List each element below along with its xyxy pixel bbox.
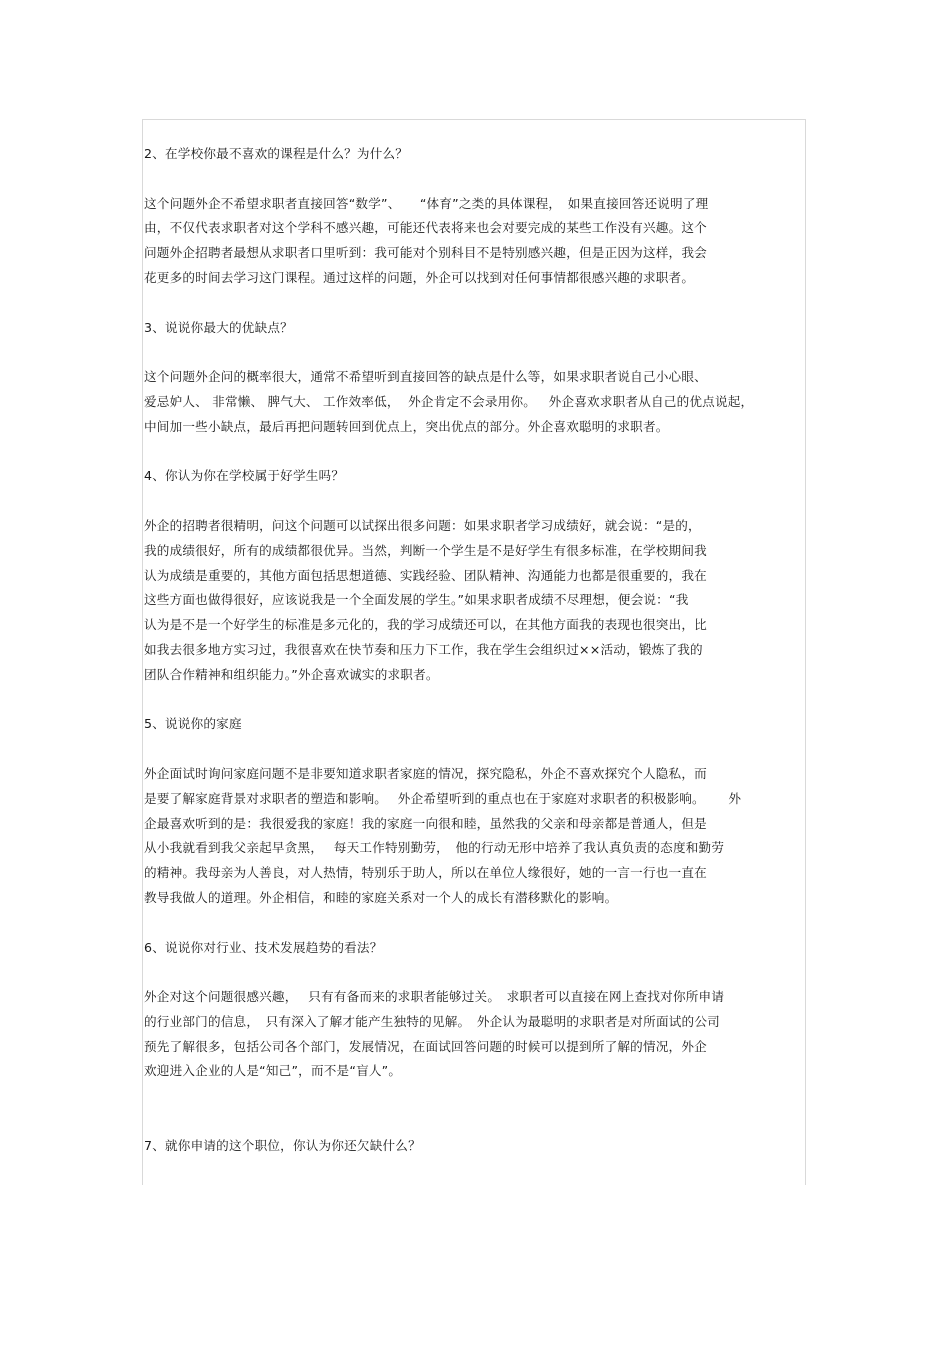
paragraph-line: 问题外企招聘者最想从求职者口里听到：我可能对个别科目不是特别感兴趣，但是正因为这样，我会 xyxy=(144,245,707,261)
question-heading: 7、就你申请的这个职位，你认为你还欠缺什么？ xyxy=(144,1137,421,1153)
paragraph-line: 中间加一些小缺点，最后再把问题转回到优点上，突出优点的部分。外企喜欢聪明的求职者。 xyxy=(144,418,669,434)
paragraph-line: 如我去很多地方实习过，我很喜欢在快节奏和压力下工作，我在学生会组织过××活动，锻炼了我的 xyxy=(144,641,703,657)
paragraph-line: 预先了解很多，包括公司各个部门，发展情况，在面试回答问题的时候可以提到所了解的情况，外企 xyxy=(144,1038,707,1054)
paragraph-line: 由，不仅代表求职者对这个学科不感兴趣，可能还代表将来也会对要完成的某些工作没有兴趣。这个 xyxy=(144,220,707,236)
paragraph-line: 这个问题外企问的概率很大，通常不希望听到直接回答的缺点是什么等，如果求职者说自己小心眼、 xyxy=(144,369,707,385)
paragraph-line: 教导我做人的道理。外企相信，和睦的家庭关系对一个人的成长有潜移默化的影响。 xyxy=(144,889,618,905)
question-heading: 2、在学校你最不喜欢的课程是什么？为什么？ xyxy=(144,146,409,161)
document-body xyxy=(144,142,806,1159)
paragraph-line: 是要了解家庭背景对求职者的塑造和影响。 外企希望听到的重点也在于家庭对求职者的积极影响。 外 xyxy=(144,790,742,806)
question-heading: 5、说说你的家庭 xyxy=(144,716,242,732)
question-heading: 4、你认为你在学校属于好学生吗？ xyxy=(144,468,345,484)
paragraph-line: 这个问题外企不希望求职者直接回答“数学”、 “体育”之类的具体课程， 如果直接回答还说明了理 xyxy=(144,195,709,211)
section-q4 xyxy=(144,464,806,712)
paragraph-line: 爱忌妒人、 非常懒、 脾气大、 工作效率低， 外企肯定不会录用你。 外企喜欢求职者从自己的优点说起， xyxy=(144,393,754,409)
paragraph-line: 花更多的时间去学习这门课程。通过这样的问题，外企可以找到对任何事情都很感兴趣的求职者。 xyxy=(144,269,695,285)
section-q6 xyxy=(144,936,806,1134)
paragraph-line: 认为是不是一个好学生的标准是多元化的，我的学习成绩还可以，在其他方面我的表现也很突出，比 xyxy=(144,617,707,633)
paragraph-line: 的精神。我母亲为人善良，对人热情，特别乐于助人，所以在单位人缘很好，她的一言一行也一直在 xyxy=(144,865,707,881)
section-q7 xyxy=(144,1134,806,1159)
section-q5 xyxy=(144,712,806,935)
paragraph-line: 欢迎进入企业的人是“知己”，而不是“盲人”。 xyxy=(144,1063,402,1079)
paragraph-line: 的行业部门的信息， 只有深入了解才能产生独特的见解。 外企认为最聪明的求职者是对所面试的公司 xyxy=(144,1013,720,1029)
paragraph-line: 企最喜欢听到的是：我很爱我的家庭！我的家庭一向很和睦，虽然我的父亲和母亲都是普通人，但是 xyxy=(144,815,707,831)
paragraph-line: 认为成绩是重要的，其他方面包括思想道德、实践经验、团队精神、沟通能力也都是很重要的，我在 xyxy=(144,567,707,583)
question-heading: 6、说说你对行业、技术发展趋势的看法？ xyxy=(144,939,383,955)
paragraph-line: 外企对这个问题很感兴趣， 只有有备而来的求职者能够过关。 求职者可以直接在网上查找对你所申请 xyxy=(144,989,725,1005)
section-q2 xyxy=(144,142,806,316)
paragraph-line: 从小我就看到我父亲起早贪黑， 每天工作特别勤劳， 他的行动无形中培养了我认真负责的态度和勤劳 xyxy=(144,840,725,856)
paragraph-line: 这些方面也做得很好，应该说我是一个全面发展的学生。”如果求职者成绩不尽理想，便会说：“我 xyxy=(144,592,689,608)
paragraph-line: 我的成绩很好，所有的成绩都很优异。当然，判断一个学生是不是好学生有很多标准，在学校期间我 xyxy=(144,542,707,558)
question-heading: 3、说说你最大的优缺点？ xyxy=(144,319,293,335)
paragraph-line: 外企面试时询问家庭问题不是非要知道求职者家庭的情况，探究隐私，外企不喜欢探究个人隐私，而 xyxy=(144,765,707,781)
section-q3 xyxy=(144,316,806,465)
paragraph-line: 外企的招聘者很精明，问这个问题可以试探出很多问题：如果求职者学习成绩好，就会说：“是的， xyxy=(144,517,701,533)
paragraph-line: 团队合作精神和组织能力。”外企喜欢诚实的求职者。 xyxy=(144,666,439,682)
